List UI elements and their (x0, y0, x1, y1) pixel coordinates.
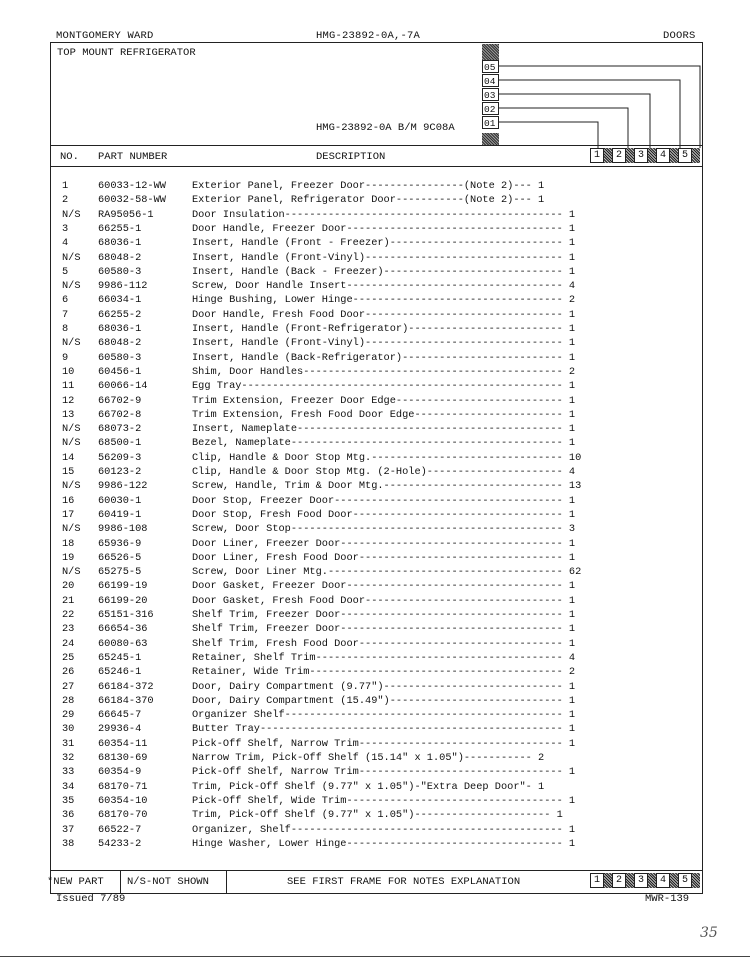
table-row (0, 838, 650, 852)
model-number: HMG-23892-0A,-7A (316, 30, 421, 42)
part-item-number: N/S (62, 337, 81, 350)
mod-number-box: 1 (590, 148, 604, 163)
part-number: 60030-1 (98, 494, 142, 507)
part-number: 60354-9 (98, 766, 142, 779)
part-description: Screw, Door Handle Insert----------------------------------- 4 (192, 280, 576, 293)
table-row (0, 509, 650, 523)
table-row (0, 423, 650, 437)
part-item-number: 21 (62, 594, 75, 607)
part-item-number: 17 (62, 508, 75, 521)
part-item-number: N/S (62, 523, 81, 536)
part-description: Shelf Trim, Freezer Door------------------------------------ 1 (192, 623, 576, 636)
part-number: 60456-1 (98, 365, 142, 378)
part-description: Clip, Handle & Door Stop Mtg. (2-Hole)---------------------- 4 (192, 466, 576, 478)
table-row (0, 237, 650, 251)
footer-divider-2 (226, 870, 227, 894)
part-description: Exterior Panel, Refrigerator Door-----------(Note 2)--- 1 (192, 194, 545, 207)
table-row (0, 795, 650, 809)
part-description: Door, Dairy Compartment (15.49")---------------------------- 1 (192, 694, 576, 707)
table-row (0, 395, 650, 409)
table-row (0, 280, 650, 294)
page-code: MWR-139 (645, 893, 690, 905)
part-description: Narrow Trim, Pick-Off Shelf (15.14" x 1.05")----------- 2 (192, 752, 545, 764)
table-row (0, 266, 650, 280)
part-item-number: 2 (62, 194, 69, 207)
part-description: Insert, Handle (Back-Refrigerator)-------------------------- 1 (192, 351, 576, 364)
part-description: Butter Tray------------------------------------------------- 1 (192, 723, 576, 736)
column-header-part-number: PART NUMBER (98, 151, 168, 163)
part-item-number: 3 (62, 222, 69, 235)
part-description: Trim, Pick-Off Shelf (9.77" x 1.05")-"Extra Deep Door"- 1 (192, 780, 545, 793)
table-row (0, 437, 650, 451)
footer-rule (50, 870, 703, 871)
part-description: Screw, Door Stop-------------------------------------------- 3 (192, 523, 576, 536)
revision-code-box: 04 (482, 74, 499, 87)
mod-hatch-mark (692, 873, 700, 888)
table-row (0, 623, 650, 637)
company-name: MONTGOMERY WARD (56, 30, 154, 42)
part-number: 65151-316 (98, 609, 154, 621)
part-item-number: 31 (62, 737, 75, 750)
table-row (0, 194, 650, 208)
part-description: Hinge Washer, Lower Hinge----------------------------------- 1 (192, 837, 576, 850)
table-row (0, 809, 650, 823)
part-description: Screw, Door Liner Mtg.-------------------------------------- 62 (192, 566, 582, 579)
mod-hatch-mark (626, 873, 634, 888)
revision-code-box: 01 (482, 116, 499, 129)
part-number: 56209-3 (98, 451, 142, 464)
document-title: TOP MOUNT REFRIGERATOR (57, 47, 196, 59)
mod-number-box: 2 (612, 873, 626, 888)
part-number: 68500-1 (98, 437, 142, 450)
part-item-number: 14 (62, 451, 75, 464)
part-item-number: N/S (62, 437, 81, 450)
mod-number-box: 3 (634, 148, 648, 163)
table-row (0, 666, 650, 680)
part-description: Organizer Shelf--------------------------------------------- 1 (192, 709, 576, 722)
table-row (0, 652, 650, 666)
part-description: Insert, Handle (Back - Freezer)----------------------------- 1 (192, 265, 576, 278)
part-item-number: 20 (62, 580, 75, 593)
table-row (0, 781, 650, 795)
issued-date: Issued 7/89 (56, 893, 126, 905)
part-item-number: 13 (62, 408, 75, 421)
footer-new-part: *NEW PART (47, 876, 104, 888)
table-row (0, 380, 650, 394)
header-rule-top (50, 145, 703, 146)
part-item-number: 12 (62, 394, 75, 407)
mod-number-box: 2 (612, 148, 626, 163)
part-description: Pick-Off Shelf, Wide Trim----------------------------------- 1 (192, 794, 576, 807)
table-row (0, 452, 650, 466)
part-item-number: 4 (62, 237, 69, 250)
part-number: 60354-10 (98, 794, 148, 807)
part-number: 68036-1 (98, 237, 142, 250)
part-description: Exterior Panel, Freezer Door----------------(Note 2)--- 1 (192, 180, 545, 192)
part-description: Insert, Handle (Front-Vinyl)-------------------------------- 1 (192, 251, 576, 264)
part-item-number: 15 (62, 466, 75, 478)
part-item-number: 34 (62, 780, 75, 793)
part-number: 66645-7 (98, 709, 142, 722)
mod-number-box: 1 (590, 873, 604, 888)
part-item-number: 22 (62, 609, 75, 621)
part-description: Door Handle, Freezer Door----------------------------------- 1 (192, 222, 576, 235)
part-description: Insert, Handle (Front - Freezer)---------------------------- 1 (192, 237, 576, 250)
part-description: Door Stop, Fresh Food Door---------------------------------- 1 (192, 508, 576, 521)
part-item-number: 5 (62, 265, 69, 278)
mod-number-box: 5 (678, 148, 692, 163)
part-description: Insert, Handle (Front-Vinyl)-------------------------------- 1 (192, 337, 576, 350)
part-description: Door Gasket, Freezer Door----------------------------------- 1 (192, 580, 576, 593)
footer-not-shown: N/S-NOT SHOWN (127, 876, 209, 888)
mod-hatch-mark (626, 148, 634, 163)
part-description: Retainer, Wide Trim----------------------------------------- 2 (192, 666, 576, 679)
part-description: Pick-Off Shelf, Narrow Trim--------------------------------- 1 (192, 737, 576, 750)
revision-code-box: 05 (482, 60, 499, 73)
table-row (0, 409, 650, 423)
revision-code-box: 02 (482, 102, 499, 115)
table-row (0, 323, 650, 337)
section-name: DOORS (663, 30, 696, 42)
part-item-number: 18 (62, 537, 75, 550)
part-number: 66702-8 (98, 408, 142, 421)
part-description: Clip, Handle & Door Stop Mtg.------------------------------- 10 (192, 451, 582, 464)
part-item-number: 1 (62, 180, 69, 192)
part-item-number: N/S (62, 480, 81, 493)
part-number: 60123-2 (98, 466, 142, 478)
table-row (0, 523, 650, 537)
mod-number-box: 4 (656, 873, 670, 888)
part-description: Door Liner, Fresh Food Door--------------------------------- 1 (192, 551, 576, 564)
part-description: Egg Tray---------------------------------------------------- 1 (192, 380, 576, 393)
table-row (0, 824, 650, 838)
part-number: 66184-370 (98, 694, 154, 707)
handwritten-page-number: 35 (700, 925, 718, 941)
part-item-number: 35 (62, 794, 75, 807)
part-item-number: 27 (62, 680, 75, 693)
part-item-number: 30 (62, 723, 75, 736)
part-item-number: 37 (62, 823, 75, 836)
part-number: 68170-71 (98, 780, 148, 793)
table-row (0, 495, 650, 509)
part-number: 60032-58-WW (98, 194, 166, 207)
part-description: Door Stop, Freezer Door------------------------------------- 1 (192, 494, 576, 507)
part-description: Shelf Trim, Fresh Food Door--------------------------------- 1 (192, 637, 576, 650)
part-item-number: 36 (62, 809, 75, 822)
column-header-description: DESCRIPTION (316, 151, 386, 163)
part-description: Hinge Bushing, Lower Hinge---------------------------------- 2 (192, 294, 576, 307)
part-number: 66526-5 (98, 551, 142, 564)
part-number: 9986-122 (98, 480, 148, 493)
part-number: 60419-1 (98, 508, 142, 521)
part-number: 65275-5 (98, 566, 142, 579)
footer-notes: SEE FIRST FRAME FOR NOTES EXPLANATION (287, 876, 521, 888)
part-number: 65246-1 (98, 666, 142, 679)
part-number: 65245-1 (98, 651, 142, 664)
mod-hatch-mark (648, 873, 656, 888)
table-row (0, 566, 650, 580)
part-item-number: 25 (62, 651, 75, 664)
mod-number-box: 3 (634, 873, 648, 888)
model-bm-label: HMG-23892-0A B/M 9C08A (316, 122, 455, 134)
part-number: 9986-108 (98, 523, 148, 536)
part-number: 66255-1 (98, 222, 142, 235)
part-number: 66199-19 (98, 580, 148, 593)
part-description: Insert, Nameplate------------------------------------------- 1 (192, 423, 576, 436)
table-row (0, 752, 650, 766)
part-description: Organizer, Shelf-------------------------------------------- 1 (192, 823, 576, 836)
part-description: Shim, Door Handles------------------------------------------ 2 (192, 365, 576, 378)
part-description: Shelf Trim, Freezer Door------------------------------------ 1 (192, 609, 576, 621)
mod-hatch-mark (692, 148, 700, 163)
part-item-number: 19 (62, 551, 75, 564)
page-bottom-rule (0, 956, 750, 957)
part-description: Pick-Off Shelf, Narrow Trim--------------------------------- 1 (192, 766, 576, 779)
part-item-number: 8 (62, 323, 69, 335)
part-description: Door Liner, Freezer Door------------------------------------ 1 (192, 537, 576, 550)
part-description: Trim Extension, Fresh Food Door Edge------------------------ 1 (192, 408, 576, 421)
part-description: Trim Extension, Freezer Door Edge--------------------------- 1 (192, 394, 576, 407)
table-row (0, 709, 650, 723)
part-description: Retainer, Shelf Trim---------------------------------------- 4 (192, 651, 576, 664)
part-item-number: 16 (62, 494, 75, 507)
part-item-number: 38 (62, 837, 75, 850)
table-row (0, 609, 650, 623)
table-row (0, 366, 650, 380)
table-row (0, 466, 650, 480)
table-row (0, 294, 650, 308)
table-row (0, 352, 650, 366)
part-number: 60580-3 (98, 351, 142, 364)
part-description: Trim, Pick-Off Shelf (9.77" x 1.05")---------------------- 1 (192, 809, 563, 822)
table-row (0, 252, 650, 266)
part-number: RA95056-1 (98, 208, 154, 221)
part-number: 60066-14 (98, 380, 148, 393)
part-number: 68036-1 (98, 323, 142, 335)
part-item-number: N/S (62, 280, 81, 293)
part-item-number: N/S (62, 208, 81, 221)
table-row (0, 723, 650, 737)
table-row (0, 595, 650, 609)
part-item-number: 26 (62, 666, 75, 679)
part-number: 68130-69 (98, 752, 148, 764)
mod-number-box: 4 (656, 148, 670, 163)
part-number: 66255-2 (98, 308, 142, 321)
part-item-number: N/S (62, 251, 81, 264)
part-item-number: 9 (62, 351, 69, 364)
part-number: 60354-11 (98, 737, 148, 750)
table-row (0, 180, 650, 194)
table-row (0, 480, 650, 494)
part-number: 54233-2 (98, 837, 142, 850)
part-description: Insert, Handle (Front-Refrigerator)------------------------- 1 (192, 323, 576, 335)
part-description: Door, Dairy Compartment (9.77")----------------------------- 1 (192, 680, 576, 693)
part-item-number: 11 (62, 380, 75, 393)
table-row (0, 695, 650, 709)
part-number: 68073-2 (98, 423, 142, 436)
part-number: 65936-9 (98, 537, 142, 550)
part-item-number: 33 (62, 766, 75, 779)
part-item-number: 7 (62, 308, 69, 321)
part-number: 66199-20 (98, 594, 148, 607)
part-number: 29936-4 (98, 723, 142, 736)
table-row (0, 638, 650, 652)
part-number: 66702-9 (98, 394, 142, 407)
part-number: 60580-3 (98, 265, 142, 278)
mod-hatch-mark (670, 148, 678, 163)
part-item-number: N/S (62, 423, 81, 436)
part-number: 68170-70 (98, 809, 148, 822)
table-row (0, 223, 650, 237)
part-description: Door Handle, Fresh Food Door-------------------------------- 1 (192, 308, 576, 321)
mod-hatch-mark (648, 148, 656, 163)
part-number: 68048-2 (98, 251, 142, 264)
mod-hatch-mark (604, 873, 612, 888)
part-number: 60033-12-WW (98, 180, 166, 192)
part-item-number: 6 (62, 294, 69, 307)
table-row (0, 309, 650, 323)
part-item-number: 32 (62, 752, 75, 764)
part-description: Bezel, Nameplate-------------------------------------------- 1 (192, 437, 576, 450)
part-number: 9986-112 (98, 280, 148, 293)
part-description: Door Insulation--------------------------------------------- 1 (192, 208, 576, 221)
table-row (0, 681, 650, 695)
part-item-number: N/S (62, 566, 81, 579)
part-number: 66654-36 (98, 623, 148, 636)
mod-hatch-mark (670, 873, 678, 888)
table-row (0, 766, 650, 780)
table-row (0, 209, 650, 223)
part-item-number: 23 (62, 623, 75, 636)
part-item-number: 10 (62, 365, 75, 378)
mod-number-box: 5 (678, 873, 692, 888)
part-number: 68048-2 (98, 337, 142, 350)
table-row (0, 552, 650, 566)
table-row (0, 580, 650, 594)
column-header-no: NO. (60, 151, 79, 163)
header-rule-bottom (50, 166, 703, 167)
table-row (0, 738, 650, 752)
part-number: 66034-1 (98, 294, 142, 307)
table-row (0, 538, 650, 552)
footer-divider-1 (120, 870, 121, 894)
part-number: 66184-372 (98, 680, 154, 693)
part-item-number: 29 (62, 709, 75, 722)
mod-hatch-mark (604, 148, 612, 163)
table-row (0, 337, 650, 351)
part-description: Door Gasket, Fresh Food Door-------------------------------- 1 (192, 594, 576, 607)
revision-code-box: 03 (482, 88, 499, 101)
part-item-number: 24 (62, 637, 75, 650)
part-number: 60080-63 (98, 637, 148, 650)
part-number: 66522-7 (98, 823, 142, 836)
part-description: Screw, Handle, Trim & Door Mtg.----------------------------- 13 (192, 480, 582, 493)
part-item-number: 28 (62, 694, 75, 707)
